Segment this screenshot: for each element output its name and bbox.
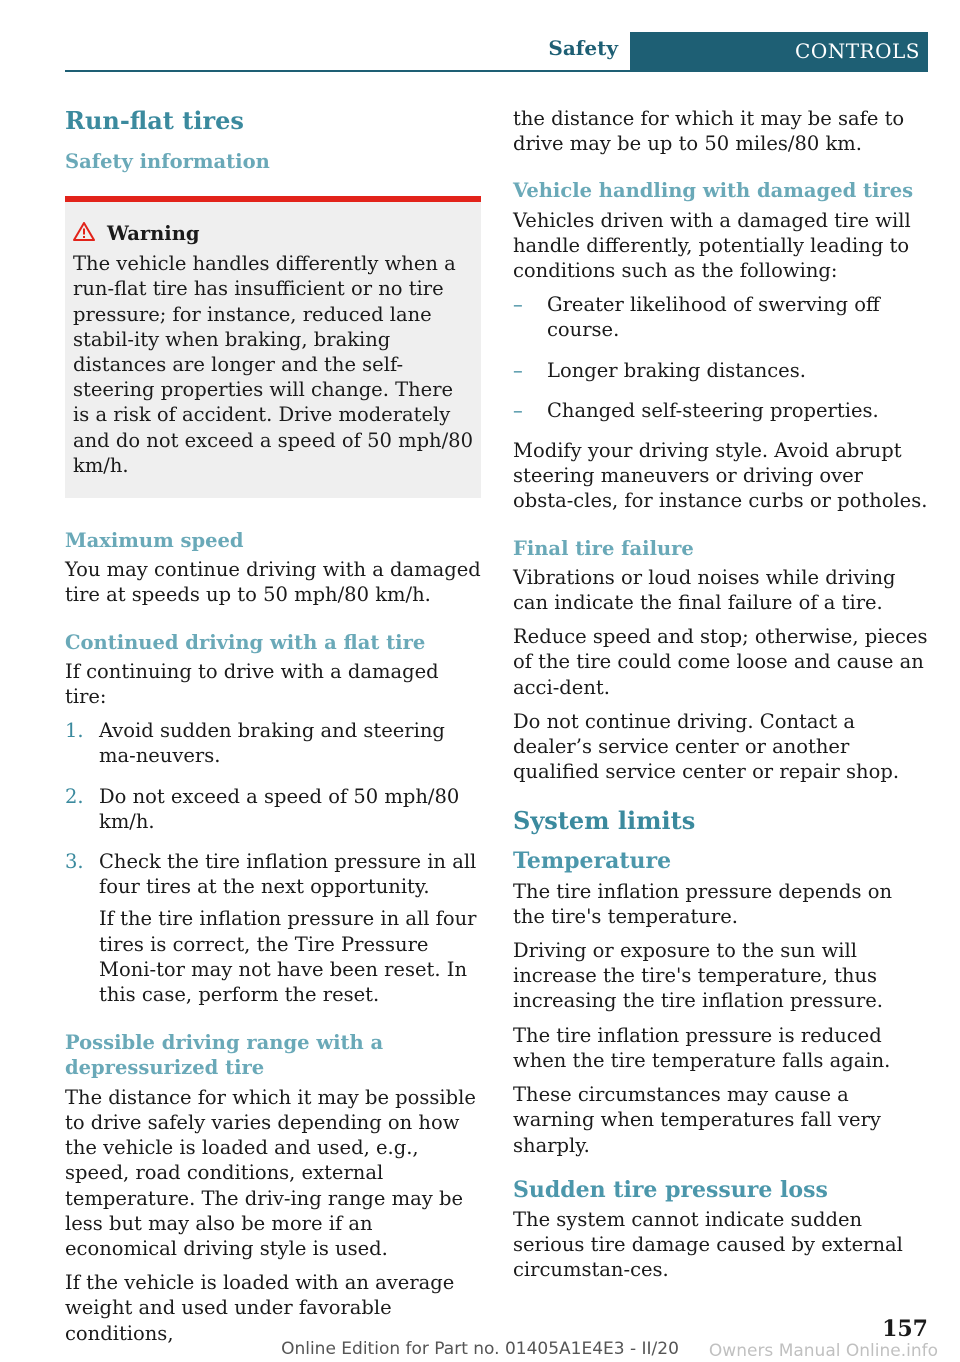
header-chapter: CONTROLS: [795, 39, 920, 63]
header-chapter-tab: [630, 32, 928, 70]
list-item: [65, 849, 481, 1014]
step-text: Avoid sudden braking and steering ma-neuvers.: [99, 719, 445, 768]
warning-header: [73, 222, 473, 245]
subheading-final-failure: Final tire failure: [513, 536, 694, 560]
subheading-temperature: Temperature: [513, 848, 672, 875]
step-number: 3.: [65, 850, 84, 874]
list-item-text: Greater likelihood of swerving off course.: [547, 293, 880, 342]
page-number: 157: [882, 1316, 928, 1342]
header-rule: [65, 70, 928, 72]
list-item: [513, 358, 928, 390]
list-item: [65, 718, 481, 775]
step-text: Check the tire inflation pressure in all four tires at the next opportunity.: [99, 850, 477, 899]
page-header: [65, 32, 928, 72]
subheading-sudden-loss: Sudden tire pressure loss: [513, 1176, 828, 1203]
handling-list: [513, 292, 928, 430]
temperature-text-1: The tire inflation pressure depends on the tire's temperature.: [513, 879, 893, 928]
page-footer: [0, 1313, 960, 1362]
header-section: Safety: [548, 36, 618, 60]
final-text-1: Vibrations or loud noises while driving can indicate the final failure of a tire.: [513, 565, 896, 615]
handling-outro: Modify your driving style. Avoid abrupt steering maneuvers or driving over obsta-cles, for instance curbs or potholes.: [513, 439, 928, 513]
warning-text: The vehicle handles differently when a run-flat tire has insufficient or no tire pressure; for instance, reduced lane stabil-ity when braking, braking distances are longer and the self-steering properties will change. There is a risk of accident. Drive moderately and do not exceed a speed of 50 mph/80 km/h.: [73, 252, 473, 477]
continued-steps-list: [65, 718, 481, 1014]
continued-intro: If continuing to drive with a damaged tire:: [65, 659, 439, 709]
left-column: [65, 106, 481, 1355]
range-text-1: The distance for which it may be possible to drive safely varies depending on how the vehicle is loaded and used, e.g., speed, road conditions, external temperature. The driv-ing range may be less but may also be more if an economical driving style is used.: [65, 1085, 476, 1260]
list-item: [513, 292, 928, 349]
temperature-text-4: These circumstances may cause a warning when temperatures fall very sharply.: [513, 1083, 881, 1157]
max-speed-text: You may continue driving with a damaged tire at speeds up to 50 mph/80 km/h.: [65, 558, 481, 607]
section-title-system-limits: System limits: [513, 806, 696, 836]
warning-box: [65, 196, 481, 498]
step-text: Do not exceed a speed of 50 mph/80 km/h.: [99, 784, 460, 833]
sudden-loss-text: The system cannot indicate sudden serious tire damage caused by external circumstan-ces.: [513, 1207, 903, 1282]
temperature-text-3: The tire inflation pressure is reduced when the tire temperature falls again.: [513, 1023, 891, 1072]
subheading-continued-driving: Continued driving with a flat tire: [65, 630, 426, 654]
subheading-safety-info: Safety information: [65, 150, 270, 173]
list-item-text: Longer braking distances.: [547, 358, 806, 382]
final-text-3: Do not continue driving. Contact a dealer’s service center or another qualified service center or repair shop.: [513, 709, 900, 784]
warning-triangle-icon: [73, 222, 95, 245]
watermark: Owners Manual Online.info: [708, 1341, 938, 1361]
range-text-2: If the vehicle is loaded with an average weight and used under favorable conditions,: [65, 1271, 455, 1345]
list-item: [65, 784, 481, 841]
right-column: [513, 106, 928, 1292]
list-item: [513, 398, 928, 430]
range-text-continued: the distance for which it may be safe to drive may be up to 50 miles/80 km.: [513, 107, 905, 156]
final-text-2: Reduce speed and stop; otherwise, pieces of the tire could come loose and cause an acci-dent.: [513, 625, 928, 699]
dash-bullet: –: [513, 358, 523, 382]
step-number: 2.: [65, 784, 84, 808]
section-title-run-flat: Run-flat tires: [65, 106, 244, 135]
dash-bullet: –: [513, 398, 523, 422]
warning-label: Warning: [107, 222, 200, 246]
step-note: If the tire inflation pressure in all four tires is correct, the Tire Pressure Moni-tor may not have been reset. In this case, perform the reset.: [99, 907, 477, 1007]
handling-intro: Vehicles driven with a damaged tire will handle differently, potentially leading to conditions such as the following:: [513, 208, 911, 283]
subheading-max-speed: Maximum speed: [65, 529, 244, 553]
step-number: 1.: [65, 719, 84, 743]
dash-bullet: –: [513, 293, 523, 317]
temperature-text-2: Driving or exposure to the sun will increase the tire's temperature, thus increasing the tire inflation pressure.: [513, 939, 883, 1013]
edition-text: Online Edition for Part no. 01405A1E4E3 - II/20: [281, 1339, 679, 1359]
list-item-text: Changed self-steering properties.: [547, 398, 879, 422]
subheading-driving-range: Possible driving range with a depressurized tire: [65, 1031, 384, 1080]
subheading-vehicle-handling: Vehicle handling with damaged tires: [513, 179, 914, 203]
